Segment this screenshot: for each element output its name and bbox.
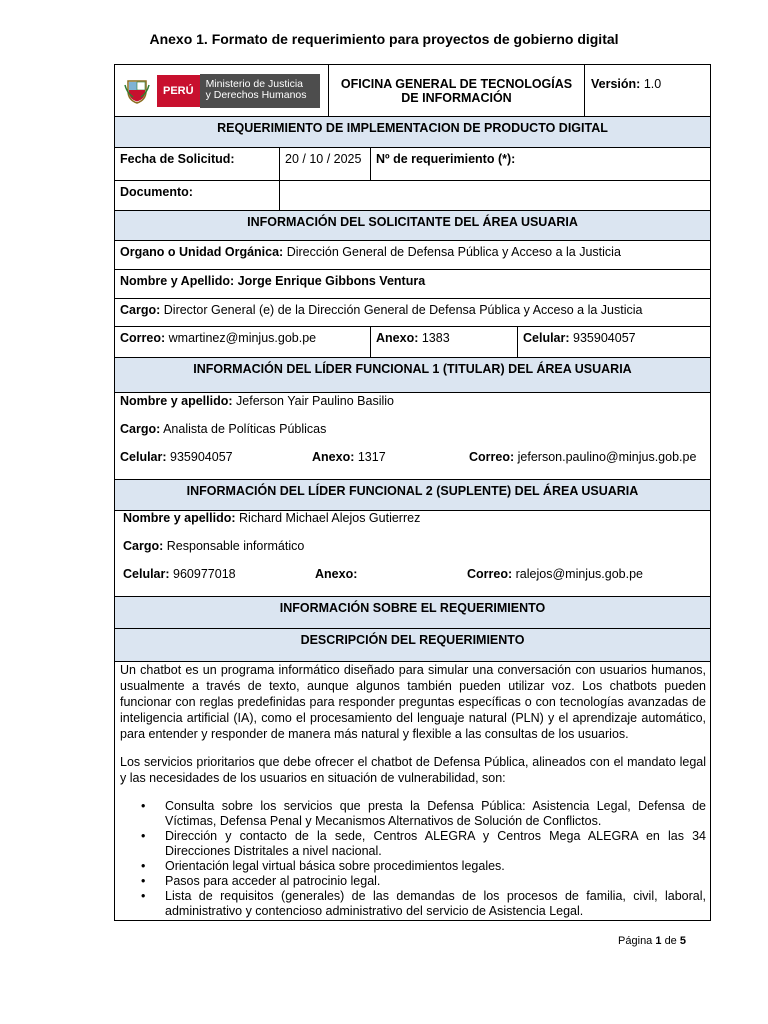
descripcion-paragraph-2: Los servicios prioritarios que debe ofrecer el chatbot de Defensa Pública, alineados con el mandato legal y las necesidades de los usuarios en situación de vulnerabilidad, son: (120, 755, 706, 785)
page-of: de (664, 935, 677, 947)
lider2-correo-value: ralejos@minjus.gob.pe (515, 567, 643, 581)
lider1-nombre (120, 394, 394, 408)
nombre-solicitante-row (115, 270, 710, 299)
organo-label: Organo o Unidad Orgánica: (120, 245, 284, 259)
cargo-label: Cargo: (120, 303, 161, 317)
office-line-2: DE INFORMACIÓN (401, 90, 512, 105)
servicios-list (115, 799, 706, 919)
version-label: Versión: (591, 77, 641, 91)
nro-requerimiento-cell (371, 148, 710, 180)
document-title: Anexo 1. Formato de requerimiento para proyectos de gobierno digital (149, 31, 619, 47)
lider2-celular-label: Celular: (123, 567, 170, 581)
requirement-title-row (115, 117, 710, 148)
lider1-cargo-label: Cargo: (120, 422, 161, 436)
correo-label: Correo: (120, 331, 166, 345)
ministry-line-1: Ministerio de Justicia (205, 77, 304, 90)
header-row (115, 65, 710, 117)
lider1-correo-value: jeferson.paulino@minjus.gob.pe (517, 450, 697, 464)
office-cell (329, 65, 585, 116)
version-cell (585, 65, 710, 116)
celular-value: 935904057 (573, 331, 636, 345)
lider1-nombre-label: Nombre y apellido: (120, 394, 233, 408)
celular-label: Celular: (523, 331, 570, 345)
lider2-celular-value: 960977018 (173, 567, 236, 581)
lider1-title-row (115, 358, 710, 393)
fecha-value: 20 / 10 / 2025 (285, 152, 362, 166)
lider2-celular (123, 567, 236, 581)
lider1-correo-label: Correo: (469, 450, 515, 464)
lider1-cargo-value: Analista de Políticas Públicas (163, 422, 327, 436)
cargo-solicitante-row (115, 299, 710, 327)
lider2-block (115, 511, 710, 597)
lider2-nombre (123, 511, 420, 525)
fecha-label: Fecha de Solicitud: (120, 152, 235, 166)
info-requerimiento-title-row (115, 597, 710, 629)
anexo-value: 1383 (421, 331, 450, 345)
fecha-label-cell (115, 148, 280, 180)
documento-row (115, 181, 710, 211)
lider1-anexo-value: 1317 (357, 450, 386, 464)
descripcion-title-row (115, 629, 710, 662)
requirement-title: REQUERIMIENTO DE IMPLEMENTACION DE PRODUCTO DIGITAL (217, 121, 608, 135)
descripcion-paragraph-1: Un chatbot es un programa informático diseñado para simular una conversación con usuarios humanos, usualmente a través de texto, aunque algunos también pueden utilizar voz. Los chatbots pueden funcionar con reglas predefinidas para responder preguntas específicas o con tecnologías avanzadas de inteligencia artificial (IA), como el procesamiento del lenguaje natural (PLN) y el aprendizaje automático, para entender y responder de manera más natural y flexible a las consultas de los usuarios. (120, 663, 706, 741)
lider1-cargo (120, 422, 326, 436)
lider1-anexo-label: Anexo: (312, 450, 355, 464)
fecha-row (115, 148, 710, 181)
lider2-title: INFORMACIÓN DEL LÍDER FUNCIONAL 2 (SUPLENTE) DEL ÁREA USUARIA (186, 484, 639, 498)
logo-cell (115, 65, 329, 116)
lider2-cargo (123, 539, 304, 553)
lider1-anexo (312, 450, 386, 464)
fecha-value-cell (280, 148, 371, 180)
page-total: 5 (679, 935, 686, 947)
lider1-title: INFORMACIÓN DEL LÍDER FUNCIONAL 1 (TITULAR) DEL ÁREA USUARIA (193, 362, 632, 376)
lider2-anexo (315, 567, 357, 581)
lider2-correo-label: Correo: (467, 567, 513, 581)
contacto-solicitante-row (115, 327, 710, 358)
correo-cell (115, 327, 371, 357)
anexo-label: Anexo: (376, 331, 419, 345)
page-current: 1 (655, 935, 662, 947)
descripcion-body (115, 662, 710, 920)
list-item: • Pasos para acceder al patrocinio legal. (165, 874, 706, 889)
list-item: • Lista de requisitos (generales) de las demandas de los procesos de familia, civil, laboral, administrativo y contencioso administrativo del servicio de Asistencia Legal. (165, 889, 706, 919)
lider2-cargo-value: Responsable informático (166, 539, 305, 553)
lider1-nombre-value: Jeferson Yair Paulino Basilio (236, 394, 394, 408)
lider2-nombre-label: Nombre y apellido: (123, 511, 236, 525)
lider1-celular-label: Celular: (120, 450, 167, 464)
version-value: 1.0 (643, 77, 662, 91)
anexo-cell (371, 327, 518, 357)
lider2-cargo-label: Cargo: (123, 539, 164, 553)
descripcion-title: DESCRIPCIÓN DEL REQUERIMIENTO (300, 633, 525, 647)
lider2-correo (467, 567, 643, 581)
peru-label: PERÚ (157, 75, 200, 107)
office-line-1: OFICINA GENERAL DE TECNOLOGÍAS (340, 76, 573, 91)
lider2-anexo-label: Anexo: (315, 567, 358, 581)
list-item: • Orientación legal virtual básica sobre procedimientos legales. (165, 859, 706, 874)
nombre-label: Nombre y Apellido: (120, 274, 235, 288)
documento-label: Documento: (120, 185, 193, 199)
organo-row (115, 241, 710, 270)
lider1-correo (469, 450, 696, 464)
lider1-celular-value: 935904057 (170, 450, 233, 464)
ministry-label (200, 74, 320, 108)
requirement-form (114, 64, 711, 921)
celular-cell (518, 327, 710, 357)
solicitante-title: INFORMACIÓN DEL SOLICITANTE DEL ÁREA USUARIA (247, 215, 578, 229)
documento-value-cell (280, 181, 710, 210)
cargo-value: Director General (e) de la Dirección General de Defensa Pública y Acceso a la Justicia (163, 303, 643, 317)
organo-value: Dirección General de Defensa Pública y Acceso a la Justicia (286, 245, 621, 259)
correo-value: wmartinez@minjus.gob.pe (168, 331, 317, 345)
coat-of-arms-icon (123, 77, 151, 105)
nombre-value: Jorge Enrique Gibbons Ventura (237, 274, 426, 288)
page-number (618, 935, 686, 947)
lider1-celular (120, 450, 233, 464)
lider1-block (115, 393, 710, 480)
page-label: Página (618, 935, 653, 947)
lider2-title-row (115, 480, 710, 511)
info-requerimiento-title: INFORMACIÓN SOBRE EL REQUERIMIENTO (279, 601, 546, 615)
list-item: • Consulta sobre los servicios que presta la Defensa Pública: Asistencia Legal, Defensa de Víctimas, Defensa Penal y Mecanismos Alternativos de Solución de Conflictos. (165, 799, 706, 829)
list-item: • Dirección y contacto de la sede, Centros ALEGRA y Centros Mega ALEGRA en las 34 Direcciones Distritales a nivel nacional. (165, 829, 706, 859)
documento-label-cell (115, 181, 280, 210)
lider2-nombre-value: Richard Michael Alejos Gutierrez (239, 511, 421, 525)
solicitante-title-row (115, 211, 710, 241)
ministry-line-2: y Derechos Humanos (205, 88, 307, 101)
nro-requerimiento-label: Nº de requerimiento (*): (376, 152, 516, 166)
